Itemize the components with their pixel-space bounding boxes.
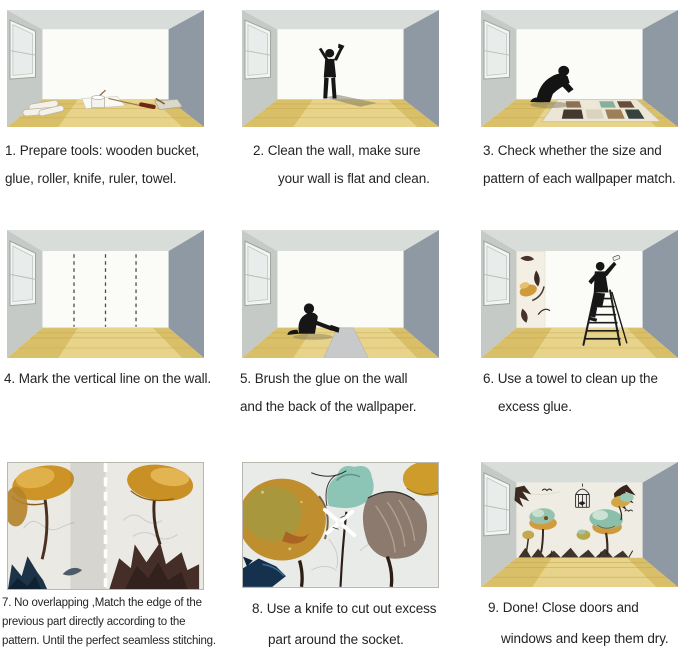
- caption-line: previous part directly according to the: [2, 616, 186, 628]
- step-9-illustration: [481, 462, 678, 587]
- step-4-illustration: [7, 230, 204, 358]
- caption-line: 4. Mark the vertical line on the wall.: [4, 371, 212, 386]
- step-7-illustration: [7, 462, 204, 590]
- step-5-caption: [226, 365, 453, 421]
- step-8-panel: [226, 448, 453, 652]
- shadow: [293, 334, 332, 340]
- caption-line: glue, roller, knife, ruler, towel.: [5, 171, 177, 186]
- step-6-illustration: [481, 230, 678, 358]
- step-4-caption: [0, 365, 226, 393]
- step-9-panel: [453, 448, 679, 652]
- caption-line: your wall is flat and clean.: [278, 171, 430, 186]
- step-3-caption: [453, 137, 679, 193]
- caption-line: 3. Check whether the size and: [483, 143, 662, 158]
- step-8-illustration: [242, 462, 439, 588]
- step-7-panel: [0, 448, 226, 652]
- step-1-illustration: [7, 10, 204, 127]
- caption-line: 7. No overlapping ,Match the edge of the: [2, 597, 202, 609]
- caption-line: 6. Use a towel to clean up the: [483, 371, 658, 386]
- caption-line: 9. Done! Close doors and: [488, 600, 639, 616]
- step-5-illustration: [242, 230, 439, 358]
- step-1-panel: [0, 0, 226, 218]
- caption-line: windows and keep them dry.: [501, 631, 669, 647]
- caption-line: excess glue.: [498, 399, 572, 414]
- step-2-panel: [226, 0, 453, 218]
- caption-line: part around the socket.: [268, 631, 404, 647]
- caption-line: pattern. Until the perfect seamless stitching.: [2, 635, 216, 647]
- step-4-panel: [0, 218, 226, 448]
- step-1-caption: [0, 137, 226, 193]
- step-5-panel: [226, 218, 453, 448]
- step-3-illustration: [481, 10, 678, 127]
- step-6-caption: [453, 365, 679, 421]
- step-3-panel: [453, 0, 679, 218]
- step-2-illustration: [242, 10, 439, 127]
- step-6-panel: [453, 218, 679, 448]
- step-7-caption: [0, 594, 226, 651]
- overlap-shade: [70, 463, 105, 589]
- step-2-caption: [226, 137, 453, 193]
- finished-mural: [514, 483, 642, 558]
- step-9-caption: [453, 592, 679, 654]
- caption-line: 2. Clean the wall, make sure: [253, 143, 421, 158]
- caption-line: and the back of the wallpaper.: [240, 399, 417, 414]
- caption-line: 8. Use a knife to cut out excess: [252, 600, 437, 616]
- step-8-caption: [226, 593, 453, 655]
- hung-wallpaper-strip: [516, 251, 549, 328]
- caption-line: 5. Brush the glue on the wall: [240, 371, 408, 386]
- caption-line: pattern of each wallpaper match.: [483, 171, 676, 186]
- caption-line: 1. Prepare tools: wooden bucket,: [5, 143, 200, 158]
- shadow: [530, 102, 569, 108]
